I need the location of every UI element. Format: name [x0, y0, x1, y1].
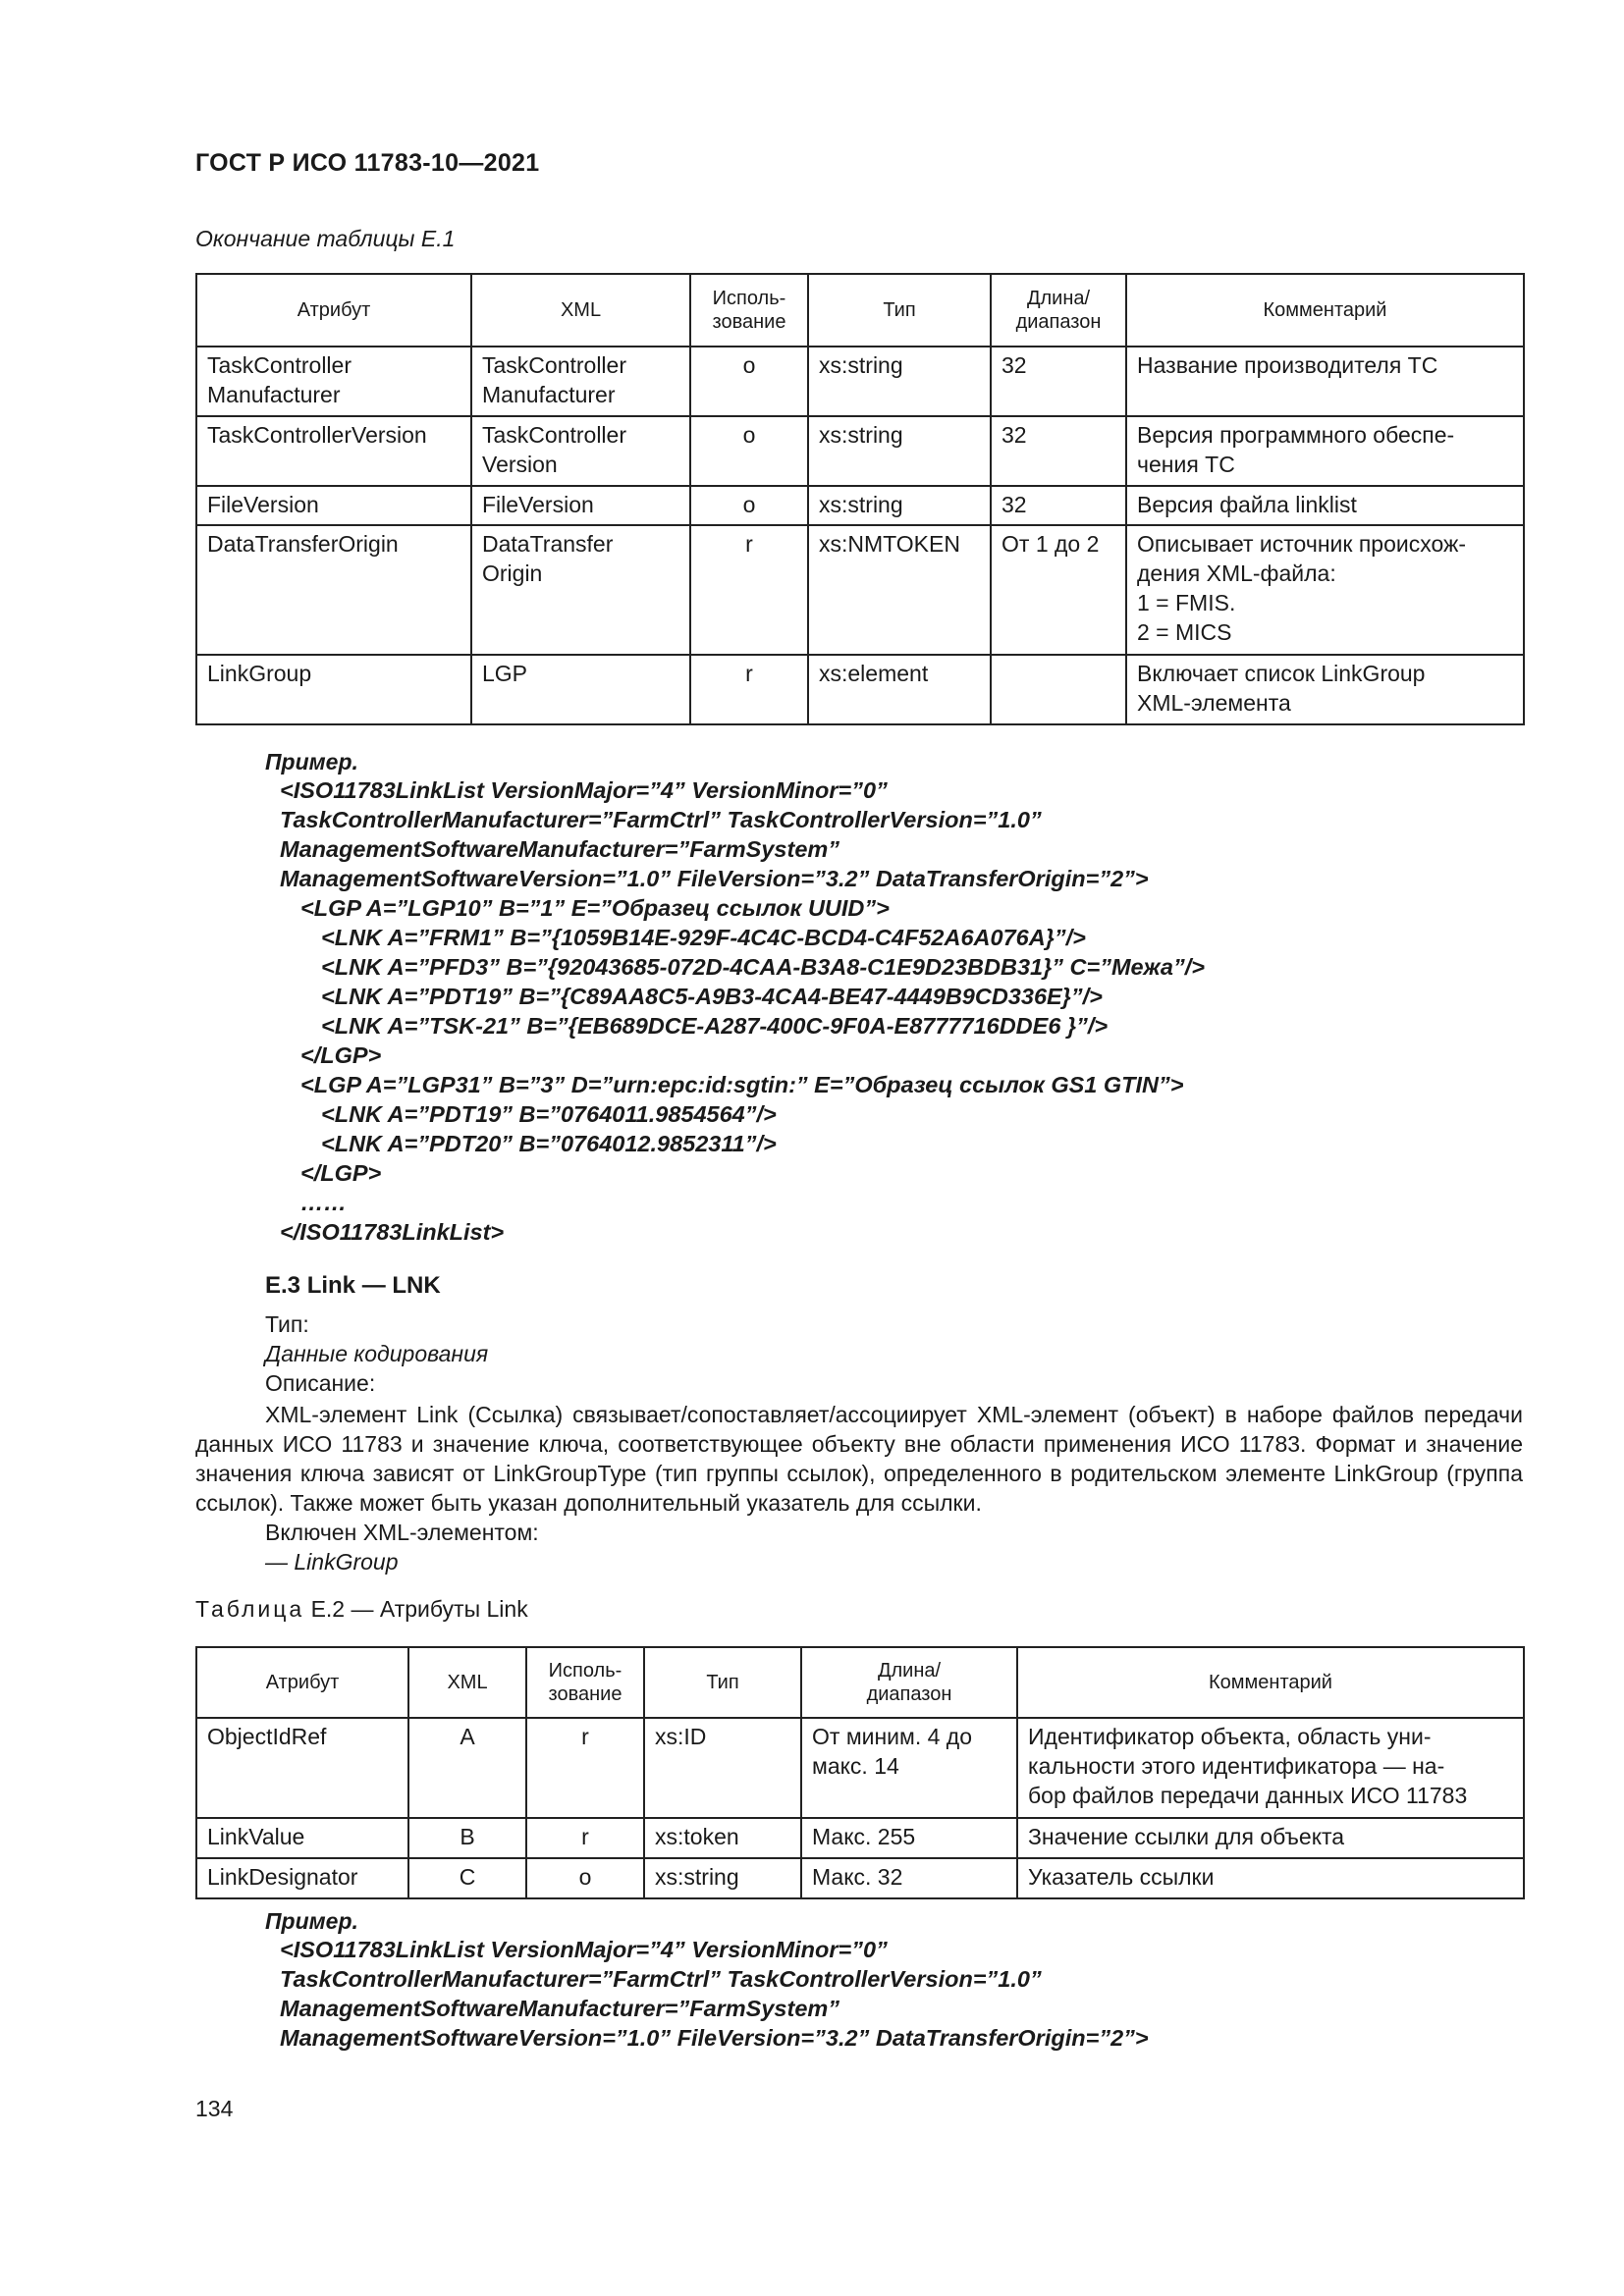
- column-header: Атрибут: [196, 1647, 408, 1718]
- example-block-1: [265, 749, 1205, 1247]
- column-header: Исполь- зование: [690, 274, 808, 347]
- table-cell: Версия программного обеспе- чения ТС: [1126, 416, 1524, 486]
- table-cell: От 1 до 2: [991, 525, 1126, 655]
- table-cell: xs:string: [808, 347, 991, 416]
- table-cell: 32: [991, 486, 1126, 525]
- column-header: Тип: [644, 1647, 801, 1718]
- table-cell: Макс. 255: [801, 1818, 1017, 1858]
- table-row: [196, 347, 1524, 416]
- table-cell: DataTransfer Origin: [471, 525, 690, 655]
- column-header: Комментарий: [1126, 274, 1524, 347]
- page-number: 134: [195, 2096, 234, 2121]
- table-cell: A: [408, 1718, 526, 1818]
- table-cell: LGP: [471, 655, 690, 724]
- table-caption-word: Таблица: [195, 1596, 305, 1622]
- code-line: <ISO11783LinkList VersionMajor=”4” VersionMinor=”0”: [280, 777, 888, 803]
- code-line: ManagementSoftwareManufacturer=”FarmSystem”: [280, 1996, 840, 2021]
- table-cell: Версия файла linklist: [1126, 486, 1524, 525]
- code-line: ManagementSoftwareVersion=”1.0” FileVersion=”3.2” DataTransferOrigin=”2”>: [280, 866, 1149, 891]
- type-label: Тип:: [265, 1311, 309, 1337]
- table-cell: TaskController Manufacturer: [471, 347, 690, 416]
- code-line: <LNK A=”TSK-21” B=”{EB689DCE-A287-400C-9F0A-E8777716DDE6 }”/>: [321, 1013, 1109, 1039]
- table-cell: DataTransferOrigin: [196, 525, 471, 655]
- table-cell: r: [690, 655, 808, 724]
- code-line: <LNK A=”PDT19” B=”0764011.9854564”/>: [321, 1101, 777, 1127]
- table-row: [196, 1858, 1524, 1898]
- attributes-table-e1: [195, 273, 1525, 725]
- table-cell: xs:token: [644, 1818, 801, 1858]
- code-line: TaskControllerManufacturer=”FarmCtrl” TaskControllerVersion=”1.0”: [280, 1966, 1042, 1992]
- table-cell: o: [526, 1858, 644, 1898]
- code-line: ManagementSoftwareManufacturer=”FarmSystem”: [280, 836, 840, 862]
- table-row: [196, 655, 1524, 724]
- column-header: Атрибут: [196, 274, 471, 347]
- table-cell: o: [690, 347, 808, 416]
- table-cell: 32: [991, 416, 1126, 486]
- xml-example-code: [265, 775, 1205, 1247]
- code-line: ManagementSoftwareVersion=”1.0” FileVersion=”3.2” DataTransferOrigin=”2”>: [280, 2025, 1149, 2051]
- table-cell: LinkValue: [196, 1818, 408, 1858]
- section-heading: Е.3 Link — LNK: [265, 1272, 441, 1299]
- example-block-2: [265, 1908, 1149, 2053]
- table-cell: Макс. 32: [801, 1858, 1017, 1898]
- table-cell: LinkGroup: [196, 655, 471, 724]
- description-label: Описание:: [265, 1370, 376, 1396]
- code-line: </LGP>: [300, 1160, 382, 1186]
- column-header: XML: [471, 274, 690, 347]
- table-cell: o: [690, 416, 808, 486]
- table-cell: B: [408, 1818, 526, 1858]
- table-cell: 32: [991, 347, 1126, 416]
- code-line: <LNK A=”PFD3” B=”{92043685-072D-4CAA-B3A8-C1E9D23BDB31}” C=”Межа”/>: [321, 954, 1205, 980]
- column-header: XML: [408, 1647, 526, 1718]
- table-row: [196, 1718, 1524, 1818]
- table-cell: xs:element: [808, 655, 991, 724]
- table-cell: LinkDesignator: [196, 1858, 408, 1898]
- table-cell: ObjectIdRef: [196, 1718, 408, 1818]
- xml-example-code: [265, 1935, 1149, 2053]
- included-value: — LinkGroup: [265, 1549, 399, 1575]
- table-cell: Значение ссылки для объекта: [1017, 1818, 1524, 1858]
- table-cell: Включает список LinkGroup XML-элемента: [1126, 655, 1524, 724]
- table-cell: Описывает источник происхож- дения XML-файла: 1 = FMIS. 2 = MICS: [1126, 525, 1524, 655]
- table-row: [196, 416, 1524, 486]
- example-label: Пример.: [265, 749, 358, 774]
- column-header: Тип: [808, 274, 991, 347]
- code-line: </LGP>: [300, 1042, 382, 1068]
- table-cell: FileVersion: [471, 486, 690, 525]
- code-line: <LNK A=”PDT20” B=”0764012.9852311”/>: [321, 1131, 777, 1156]
- type-value: Данные кодирования: [265, 1341, 489, 1366]
- table-cell: o: [690, 486, 808, 525]
- code-line: <LNK A=”PDT19” B=”{C89AA8C5-A9B3-4CA4-BE47-4449B9CD336E}”/>: [321, 984, 1103, 1009]
- table-cell: xs:string: [644, 1858, 801, 1898]
- table-caption-title: Е.2 — Атрибуты Link: [304, 1596, 528, 1622]
- code-line: </ISO11783LinkList>: [280, 1219, 505, 1245]
- table-header-row: [196, 274, 1524, 347]
- table-cell: r: [526, 1818, 644, 1858]
- document-header: ГОСТ Р ИСО 11783-10—2021: [195, 149, 540, 177]
- table-cell: TaskController Manufacturer: [196, 347, 471, 416]
- description-paragraph: XML-элемент Link (Ссылка) связывает/сопоставляет/ассоциирует XML-элемент (объект) в наборе файлов передачи данных ИСО 11783 и значение ключа, соответствующее объекту вне области применения ИСО 11783. Формат и значение значения ключа зависят от LinkGroupType (тип группы ссылок), определенного в родительском элементе LinkGroup (группа ссылок). Также может быть указан дополнительный указатель для ссылки.: [195, 1402, 1523, 1516]
- table-cell: xs:NMTOKEN: [808, 525, 991, 655]
- column-header: Длина/ диапазон: [801, 1647, 1017, 1718]
- code-line: <LNK A=”FRM1” B=”{1059B14E-929F-4C4C-BCD4-C4F52A6A076A}”/>: [321, 925, 1086, 950]
- table-header-row: [196, 1647, 1524, 1718]
- table-cell: xs:ID: [644, 1718, 801, 1818]
- table-cell: От миним. 4 до макс. 14: [801, 1718, 1017, 1818]
- table-row: [196, 1818, 1524, 1858]
- attributes-table-e2: [195, 1646, 1525, 1899]
- column-header: Длина/ диапазон: [991, 274, 1126, 347]
- table-continuation-caption: Окончание таблицы Е.1: [195, 226, 456, 251]
- table-caption-e2: [195, 1596, 528, 1623]
- code-line: <ISO11783LinkList VersionMajor=”4” VersionMinor=”0”: [280, 1937, 888, 1962]
- table-cell: Название производителя ТС: [1126, 347, 1524, 416]
- code-line: <LGP A=”LGP31” B=”3” D=”urn:epc:id:sgtin:” E=”Образец ссылок GS1 GTIN”>: [300, 1072, 1184, 1097]
- included-label: Включен XML-элементом:: [265, 1520, 539, 1545]
- table-cell: TaskController Version: [471, 416, 690, 486]
- table-cell: Идентификатор объекта, область уни- кальности этого идентификатора — на- бор файлов передачи данных ИСО 11783: [1017, 1718, 1524, 1818]
- table-cell: TaskControllerVersion: [196, 416, 471, 486]
- column-header: Комментарий: [1017, 1647, 1524, 1718]
- table-cell: FileVersion: [196, 486, 471, 525]
- table-row: [196, 525, 1524, 655]
- table-cell: xs:string: [808, 486, 991, 525]
- table-row: [196, 486, 1524, 525]
- code-line: TaskControllerManufacturer=”FarmCtrl” TaskControllerVersion=”1.0”: [280, 807, 1042, 832]
- table-cell: [991, 655, 1126, 724]
- column-header: Исполь- зование: [526, 1647, 644, 1718]
- table-cell: Указатель ссылки: [1017, 1858, 1524, 1898]
- table-cell: C: [408, 1858, 526, 1898]
- table-cell: r: [526, 1718, 644, 1818]
- code-line: ……: [300, 1190, 347, 1215]
- table-cell: xs:string: [808, 416, 991, 486]
- table-cell: r: [690, 525, 808, 655]
- code-line: <LGP A=”LGP10” B=”1” E=”Образец ссылок UUID”>: [300, 895, 890, 921]
- example-label: Пример.: [265, 1908, 358, 1934]
